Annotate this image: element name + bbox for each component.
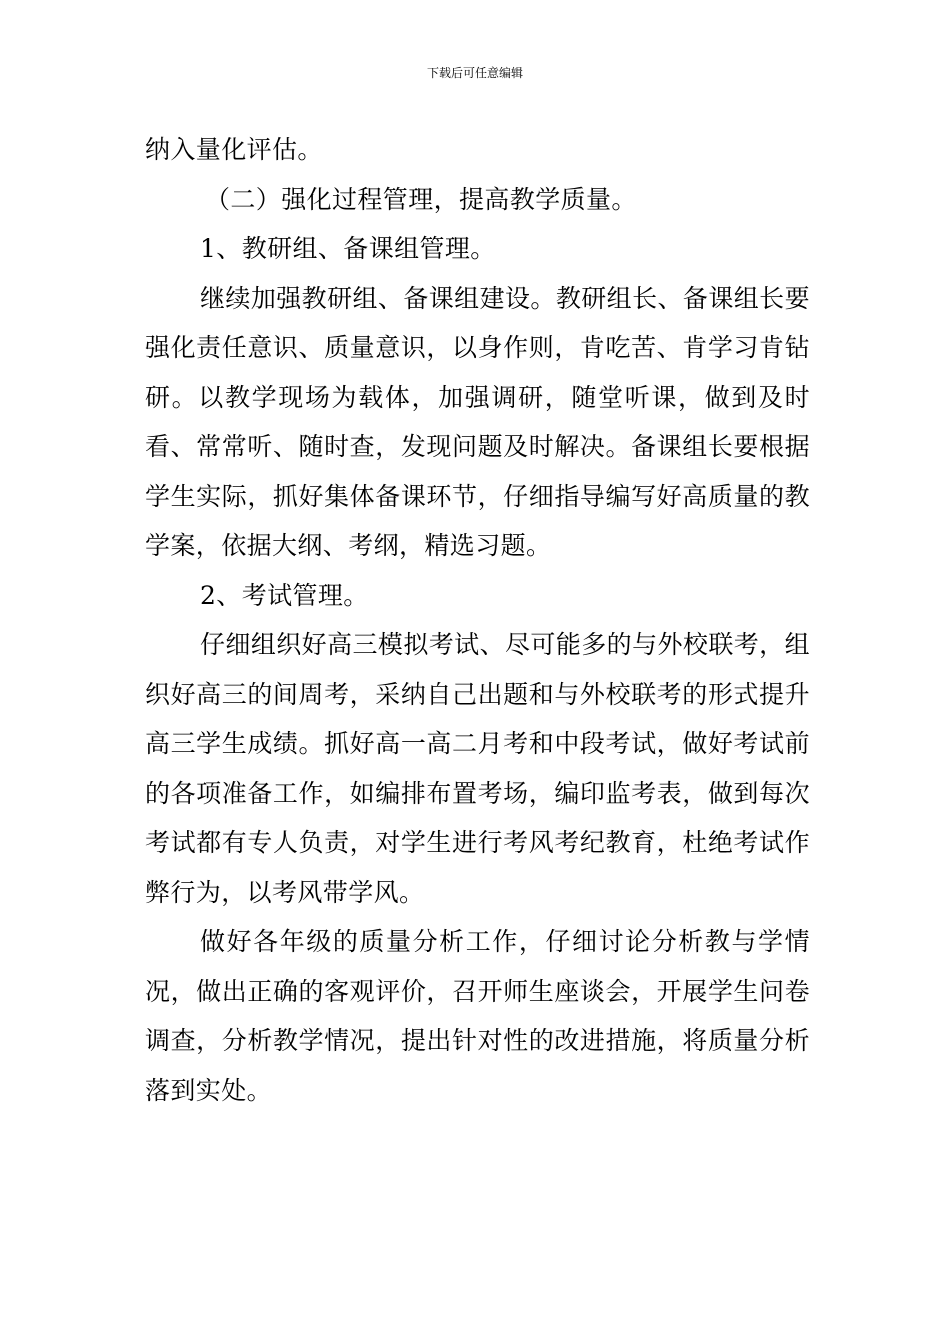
paragraph-teaching-groups: 继续加强教研组、备课组建设。教研组长、备课组长要强化责任意识、质量意识，以身作则，肯吃苦、肯学习肯钻研。以教学现场为载体，加强调研，随堂听课，做到及时看、常常听、随时查，发现问题及时解决。备课组长要根据学生实际，抓好集体备课环节，仔细指导编写好高质量的教学案，依据大纲、考纲，精选习题。	[145, 283, 810, 560]
subsection-heading-1: 1、教研组、备课组管理。	[200, 234, 496, 263]
section-heading: （二）强化过程管理，提高教学质量。	[205, 184, 637, 214]
page-header: 下载后可任意编辑	[426, 66, 523, 80]
paragraph-exam-management: 仔细组织好高三模拟考试、尽可能多的与外校联考，组织好高三的间周考，采纳自己出题和与外校联考的形式提升高三学生成绩。抓好高一高二月考和中段考试，做好考试前的各项准备工作，如编排布置考场，编印监考表，做到每次考试都有专人负责，对学生进行考风考纪教育，杜绝考试作弊行为，以考风带学风。	[145, 630, 810, 907]
document-body	[145, 125, 810, 1115]
subsection-heading-2: 2、考试管理。	[200, 580, 369, 610]
paragraph-quality-analysis: 做好各年级的质量分析工作，仔细讨论分析教与学情况，做出正确的客观评价，召开师生座谈会，开展学生问卷调查，分析教学情况，提出针对性的改进措施，将质量分析落到实处。	[145, 927, 810, 1105]
paragraph-continuation: 纳入量化评估。	[145, 135, 323, 164]
